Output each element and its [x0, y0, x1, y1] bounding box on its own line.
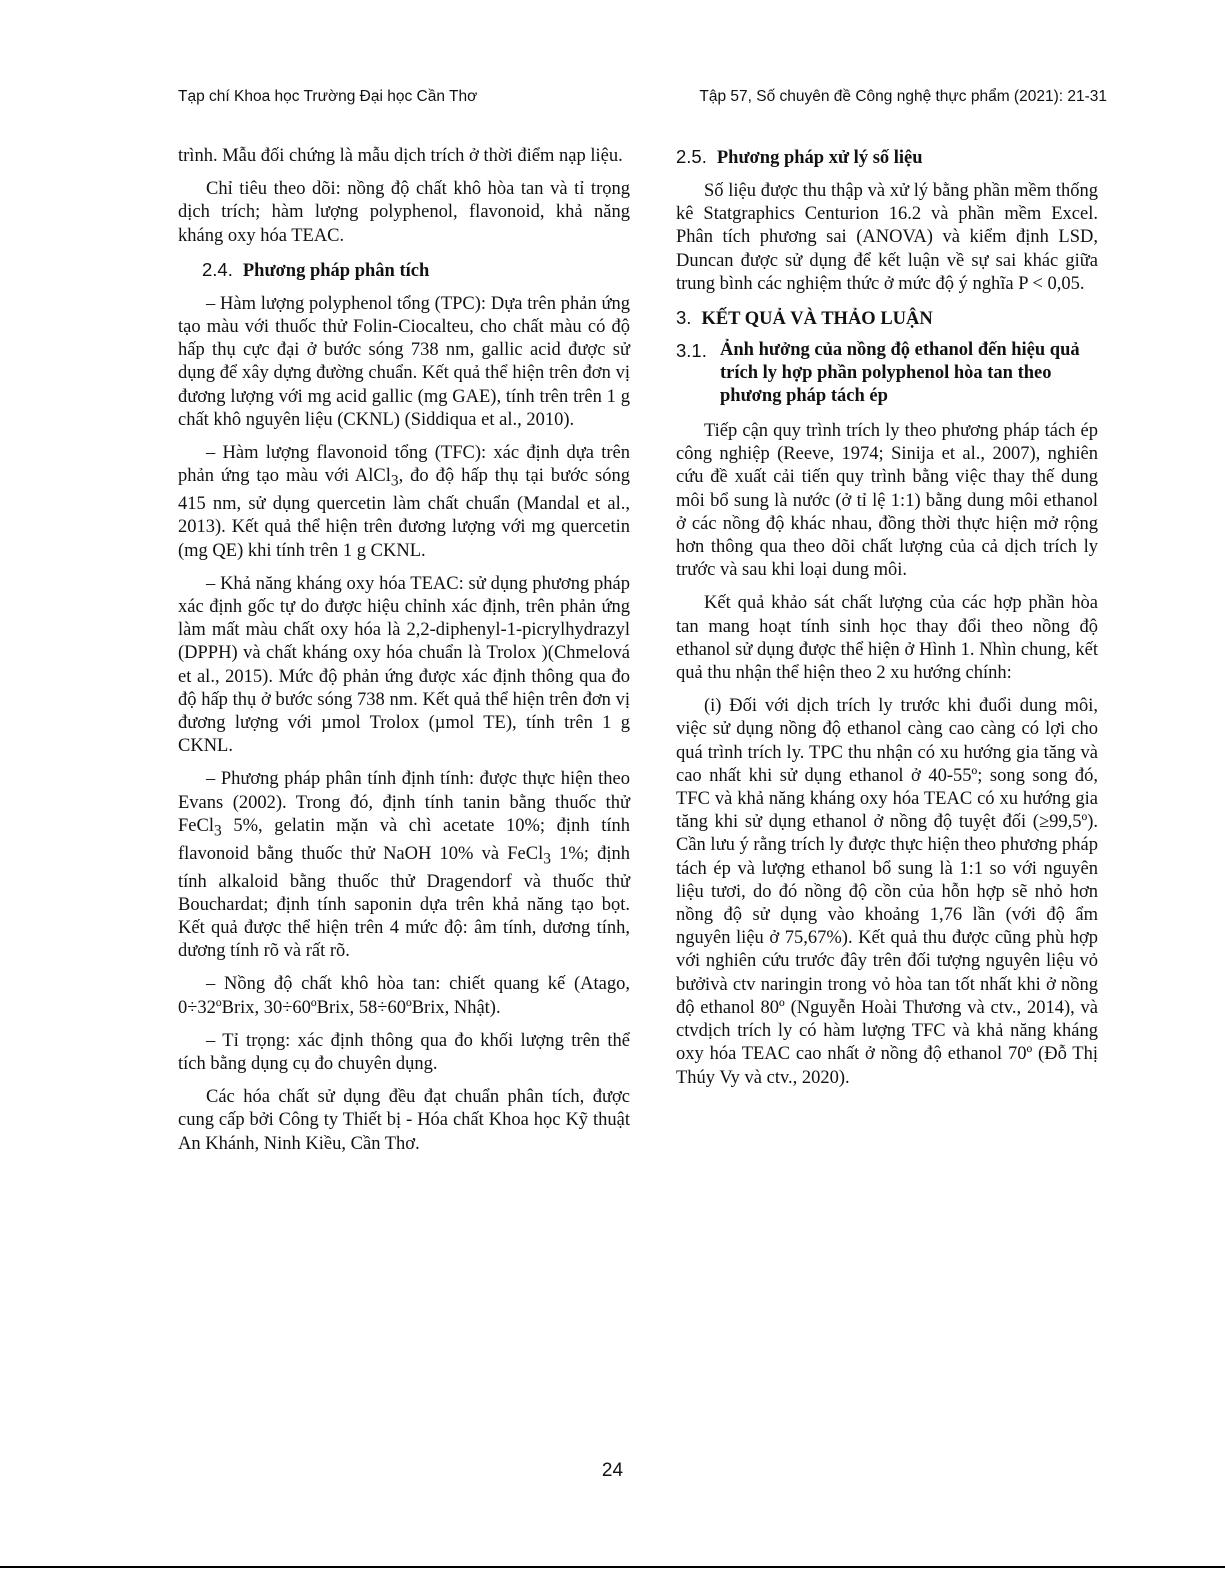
section-heading-3: 3. KẾT QUẢ VÀ THẢO LUẬN — [676, 307, 933, 330]
paragraph-teac: – Khả năng kháng oxy hóa TEAC: sử dụng phương pháp xác định gốc tự do được hiệu chỉnh xác định, trên phản ứng làm mất màu chất oxy hóa là 2,2-diphenyl-1-picrylhydrazyl (DPPH) và chất kháng oxy hóa chuẩn là Trolox )(Chmelová et al., 2015). Mức độ phản ứng được xác định thông qua đo độ hấp thụ ở bước sóng 738 nm. Kết quả thể hiện trên đơn vị đương lượng với µmol Trolox (µmol TE), tính trên 1 g CKNL. — [178, 573, 630, 757]
paragraph-density: – Tỉ trọng: xác định thông qua đo khối lượng trên thể tích bằng dụng cụ đo chuyên dụng. — [178, 1030, 630, 1074]
journal-title: Tạp chí Khoa học Trường Đại học Cần Thơ — [178, 88, 478, 105]
paragraph-statistics: Số liệu được thu thập và xử lý bằng phần mềm thống kê Statgraphics Centurion 16.2 và phần mềm Excel. Phân tích phương sai (ANOVA) và kiểm định LSD, Duncan được sử dụng để kết luận về sự sai khác giữa trung bình các nghiệm thức ở mức độ ý nghĩa P < 0,05. — [676, 181, 1098, 294]
paragraph-brix: – Nồng độ chất khô hòa tan: chiết quang kế (Atago, 0÷32ºBrix, 30÷60ºBrix, 58÷60ºBrix, Nhật). — [178, 974, 630, 1018]
paragraph: trình. Mẫu đối chứng là mẫu dịch trích ở thời điểm nạp liệu. — [178, 146, 623, 166]
page-number: 24 — [601, 1460, 624, 1481]
running-header — [178, 88, 1107, 112]
bottom-border — [0, 1566, 1225, 1568]
paragraph-tpc: – Hàm lượng polyphenol tổng (TPC): Dựa trên phản ứng tạo màu với thuốc thử Folin-Ciocalteu, cho chất màu có độ hấp thụ cực đại ở bước sóng 738 nm, gallic acid được sử dụng để xây dựng đường chuẩn. Kết quả thể hiện trên đơn vị đương lượng với mg acid gallic (mg GAE), tính trên trên 1 g chất khô nguyên liệu (CKNL) (Siddiqua et al., 2010). — [178, 293, 630, 430]
right-column — [676, 145, 1098, 1100]
paragraph-trend-i: (i) Đối với dịch trích ly trước khi đuổi dung môi, việc sử dụng nồng độ ethanol càng cao càng có lợi cho quá trình trích ly. TPC thu nhận có xu hướng gia tăng và cao nhất khi sử dụng ethanol ở 40-55º; song song đó, TFC và khả năng kháng oxy hóa TEAC có xu hướng gia tăng khi sử dụng ethanol ở nồng độ tuyệt đối (≥99,5º). Cần lưu ý rằng trích ly được thực hiện theo phương pháp tách ép và lượng ethanol bổ sung là 1:1 so với nguyên liệu tươi, do đó nồng độ cồn của hỗn hợp sẽ nhỏ hơn nồng độ sử dụng vào khoảng 1,76 lần (với độ ẩm nguyên liệu ở 75,67%). Kết quả thu được cũng phù hợp với nghiên cứu trước đây trên đối tượng nguyên liệu vỏ bưởivà ctv naringin trong vỏ hòa tan tốt nhất khi ở nồng độ ethanol 80º (Nguyễn Hoài Thương và ctv., 2014), và ctvdịch trích ly có hàm lượng TFC và khả năng kháng oxy hóa TEAC cao nhất ở nồng độ ethanol 70º (Đỗ Thị Thúy Vy và ctv., 2020). — [676, 696, 1098, 1088]
section-heading-2-5: 2.5. Phương pháp xử lý số liệu — [676, 146, 923, 168]
paragraph: Chỉ tiêu theo dõi: nồng độ chất khô hòa tan và tỉ trọng dịch trích; hàm lượng polyphenol, flavonoid, khả năng kháng oxy hóa TEAC. — [178, 179, 630, 246]
section-heading-2-4: 2.4. Phương pháp phân tích — [202, 258, 430, 281]
paragraph-tfc: – Hàm lượng flavonoid tổng (TFC): xác định dựa trên phản ứng tạo màu với AlCl$_3$, đo độ hấp thụ tại bước sóng 415 nm, sử dụng quercetin làm chất chuẩn (Mandal et al., 2013). Kết quả thể hiện trên đương lượng với mg quercetin (mg QE) khi tính trên 1 g CKNL. — [178, 443, 631, 561]
paragraph-chemicals: Các hóa chất sử dụng đều đạt chuẩn phân tích, được cung cấp bởi Công ty Thiết bị - Hóa chất Khoa học Kỹ thuật An Khánh, Ninh Kiều, Cần Thơ. — [178, 1087, 630, 1154]
volume-info: Tập 57, Số chuyên đề Công nghệ thực phẩm (2021): 21-31 — [699, 88, 1107, 105]
paragraph-approach: Tiếp cận quy trình trích ly theo phương pháp tách ép công nghiệp (Reeve, 1974; Sinija et al., 2007), nghiên cứu đề xuất cải tiến quy trình bằng việc thay thế dung môi bổ sung là nước (ở tỉ lệ 1:1) bằng dung môi ethanol ở các nồng độ khác nhau, đồng thời thực hiện mở rộng hơn thông qua theo dõi chất lượng của cả dịch trích ly trước và sau khi loại dung môi. — [676, 421, 1098, 581]
paragraph-qualitative: – Phương pháp phân tính định tính: được thực hiện theo Evans (2002). Trong đó, định tính tanin bằng thuốc thử FeCl$_3$ 5%, gelatin mặn và chì acetate 10%; định tính flavonoid bằng thuốc thử NaOH 10% và FeCl$_3$ 1%; định tính alkaloid bằng thuốc thử Dragendorf và thuốc thử Bouchardat; định tính saponin dựa trên khả năng tạo bọt. Kết quả được thể hiện trên 4 mức độ: âm tính, dương tính, dương tính rõ và rất rõ. — [178, 769, 630, 962]
section-heading-3-1: 3.1. Ảnh hưởng của nồng độ ethanol đến hiệu quả trích ly hợp phần polyphenol hòa tan theo phương pháp tách ép — [676, 340, 1080, 407]
left-column — [178, 145, 630, 1166]
paragraph-results: Kết quả khảo sát chất lượng của các hợp phần hòa tan mang hoạt tính sinh học thay đổi theo nồng độ ethanol sử dụng được thể hiện ở Hình 1. Nhìn chung, kết quả thu nhận thể hiện theo 2 xu hướng chính: — [676, 593, 1098, 684]
